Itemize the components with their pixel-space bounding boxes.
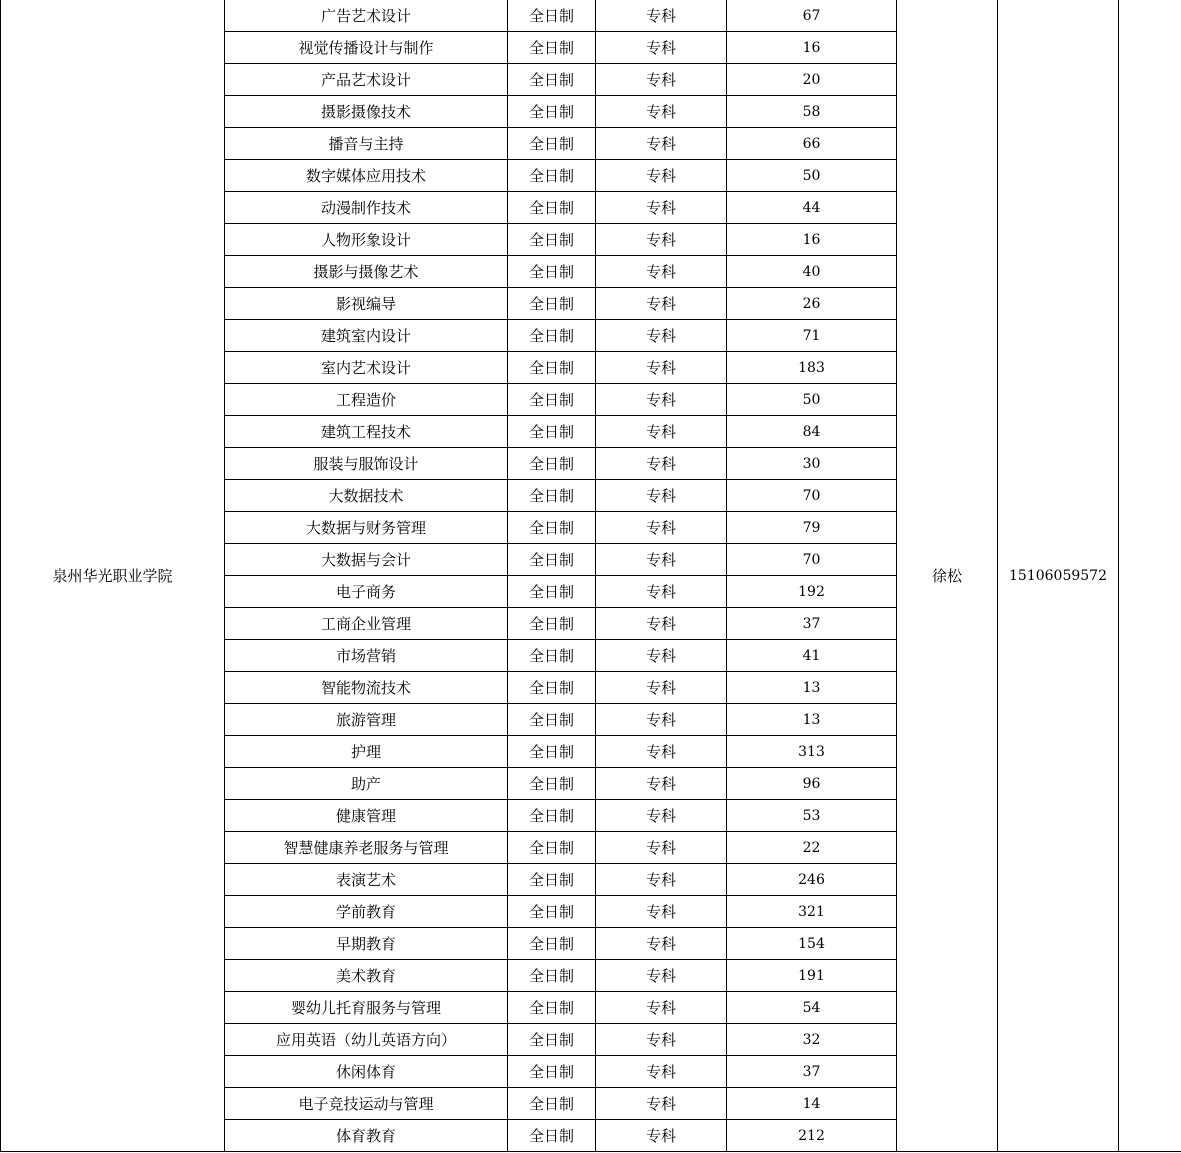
enrollment-count-cell: 321 <box>727 896 897 928</box>
education-level-cell: 专科 <box>596 128 727 160</box>
study-mode-cell: 全日制 <box>508 384 596 416</box>
study-mode-cell: 全日制 <box>508 64 596 96</box>
school-name-cell: 泉州华光职业学院 <box>1 0 225 1152</box>
enrollment-count-cell: 313 <box>727 736 897 768</box>
education-level-cell: 专科 <box>596 352 727 384</box>
enrollment-count-cell: 16 <box>727 32 897 64</box>
education-level-cell: 专科 <box>596 320 727 352</box>
study-mode-cell: 全日制 <box>508 352 596 384</box>
study-mode-cell: 全日制 <box>508 224 596 256</box>
education-level-cell: 专科 <box>596 832 727 864</box>
contact-phone-cell: 15106059572 <box>998 0 1119 1152</box>
study-mode-cell: 全日制 <box>508 256 596 288</box>
education-level-cell: 专科 <box>596 1120 727 1152</box>
major-cell: 美术教育 <box>225 960 508 992</box>
education-level-cell: 专科 <box>596 0 727 32</box>
enrollment-count-cell: 71 <box>727 320 897 352</box>
study-mode-cell: 全日制 <box>508 192 596 224</box>
major-cell: 大数据与财务管理 <box>225 512 508 544</box>
major-cell: 早期教育 <box>225 928 508 960</box>
enrollment-count-cell: 192 <box>727 576 897 608</box>
major-cell: 影视编导 <box>225 288 508 320</box>
major-cell: 电子商务 <box>225 576 508 608</box>
study-mode-cell: 全日制 <box>508 128 596 160</box>
study-mode-cell: 全日制 <box>508 832 596 864</box>
study-mode-cell: 全日制 <box>508 608 596 640</box>
enrollment-count-cell: 50 <box>727 160 897 192</box>
major-cell: 广告艺术设计 <box>225 0 508 32</box>
major-cell: 婴幼儿托育服务与管理 <box>225 992 508 1024</box>
enrollment-count-cell: 70 <box>727 480 897 512</box>
study-mode-cell: 全日制 <box>508 992 596 1024</box>
major-cell: 学前教育 <box>225 896 508 928</box>
major-cell: 健康管理 <box>225 800 508 832</box>
study-mode-cell: 全日制 <box>508 896 596 928</box>
enrollment-count-cell: 14 <box>727 1088 897 1120</box>
study-mode-cell: 全日制 <box>508 288 596 320</box>
study-mode-cell: 全日制 <box>508 416 596 448</box>
education-level-cell: 专科 <box>596 896 727 928</box>
table-row <box>1 0 1181 32</box>
enrollment-count-cell: 30 <box>727 448 897 480</box>
education-level-cell: 专科 <box>596 512 727 544</box>
education-level-cell: 专科 <box>596 1088 727 1120</box>
study-mode-cell: 全日制 <box>508 96 596 128</box>
education-level-cell: 专科 <box>596 96 727 128</box>
enrollment-count-cell: 67 <box>727 0 897 32</box>
study-mode-cell: 全日制 <box>508 800 596 832</box>
education-level-cell: 专科 <box>596 736 727 768</box>
enrollment-count-cell: 44 <box>727 192 897 224</box>
enrollment-count-cell: 41 <box>727 640 897 672</box>
study-mode-cell: 全日制 <box>508 640 596 672</box>
education-level-cell: 专科 <box>596 160 727 192</box>
education-level-cell: 专科 <box>596 800 727 832</box>
major-cell: 数字媒体应用技术 <box>225 160 508 192</box>
enrollment-count-cell: 32 <box>727 1024 897 1056</box>
major-cell: 护理 <box>225 736 508 768</box>
education-level-cell: 专科 <box>596 992 727 1024</box>
major-cell: 应用英语（幼儿英语方向） <box>225 1024 508 1056</box>
major-cell: 摄影摄像技术 <box>225 96 508 128</box>
enrollment-count-cell: 96 <box>727 768 897 800</box>
education-level-cell: 专科 <box>596 192 727 224</box>
enrollment-count-cell: 13 <box>727 704 897 736</box>
study-mode-cell: 全日制 <box>508 0 596 32</box>
enrollment-count-cell: 20 <box>727 64 897 96</box>
major-cell: 服装与服饰设计 <box>225 448 508 480</box>
education-level-cell: 专科 <box>596 480 727 512</box>
major-cell: 播音与主持 <box>225 128 508 160</box>
major-cell: 视觉传播设计与制作 <box>225 32 508 64</box>
enrollment-count-cell: 183 <box>727 352 897 384</box>
major-cell: 旅游管理 <box>225 704 508 736</box>
major-cell: 人物形象设计 <box>225 224 508 256</box>
enrollment-count-cell: 40 <box>727 256 897 288</box>
study-mode-cell: 全日制 <box>508 736 596 768</box>
education-level-cell: 专科 <box>596 64 727 96</box>
major-cell: 助产 <box>225 768 508 800</box>
remarks-cell <box>1119 0 1181 1152</box>
enrollment-count-cell: 37 <box>727 1056 897 1088</box>
study-mode-cell: 全日制 <box>508 512 596 544</box>
major-cell: 电子竞技运动与管理 <box>225 1088 508 1120</box>
table-body <box>1 0 1181 1152</box>
enrollment-count-cell: 16 <box>727 224 897 256</box>
study-mode-cell: 全日制 <box>508 160 596 192</box>
enrollment-count-cell: 154 <box>727 928 897 960</box>
education-level-cell: 专科 <box>596 288 727 320</box>
major-cell: 动漫制作技术 <box>225 192 508 224</box>
enrollment-count-cell: 22 <box>727 832 897 864</box>
education-level-cell: 专科 <box>596 672 727 704</box>
education-level-cell: 专科 <box>596 768 727 800</box>
enrollment-count-cell: 79 <box>727 512 897 544</box>
study-mode-cell: 全日制 <box>508 704 596 736</box>
enrollment-count-cell: 70 <box>727 544 897 576</box>
education-level-cell: 专科 <box>596 704 727 736</box>
study-mode-cell: 全日制 <box>508 576 596 608</box>
study-mode-cell: 全日制 <box>508 928 596 960</box>
education-level-cell: 专科 <box>596 1056 727 1088</box>
study-mode-cell: 全日制 <box>508 1056 596 1088</box>
major-cell: 工商企业管理 <box>225 608 508 640</box>
study-mode-cell: 全日制 <box>508 32 596 64</box>
study-mode-cell: 全日制 <box>508 960 596 992</box>
study-mode-cell: 全日制 <box>508 480 596 512</box>
major-cell: 产品艺术设计 <box>225 64 508 96</box>
enrollment-count-cell: 58 <box>727 96 897 128</box>
enrollment-count-cell: 66 <box>727 128 897 160</box>
study-mode-cell: 全日制 <box>508 768 596 800</box>
enrollment-count-cell: 13 <box>727 672 897 704</box>
education-level-cell: 专科 <box>596 576 727 608</box>
major-cell: 室内艺术设计 <box>225 352 508 384</box>
education-level-cell: 专科 <box>596 640 727 672</box>
education-level-cell: 专科 <box>596 448 727 480</box>
major-cell: 工程造价 <box>225 384 508 416</box>
major-cell: 市场营销 <box>225 640 508 672</box>
major-cell: 表演艺术 <box>225 864 508 896</box>
major-cell: 大数据与会计 <box>225 544 508 576</box>
education-level-cell: 专科 <box>596 544 727 576</box>
enrollment-count-cell: 37 <box>727 608 897 640</box>
study-mode-cell: 全日制 <box>508 1024 596 1056</box>
contact-person-cell: 徐松 <box>897 0 998 1152</box>
study-mode-cell: 全日制 <box>508 1088 596 1120</box>
education-level-cell: 专科 <box>596 1024 727 1056</box>
major-cell: 大数据技术 <box>225 480 508 512</box>
study-mode-cell: 全日制 <box>508 1120 596 1152</box>
major-cell: 智能物流技术 <box>225 672 508 704</box>
study-mode-cell: 全日制 <box>508 448 596 480</box>
education-level-cell: 专科 <box>596 384 727 416</box>
enrollment-count-cell: 212 <box>727 1120 897 1152</box>
education-level-cell: 专科 <box>596 928 727 960</box>
major-cell: 建筑工程技术 <box>225 416 508 448</box>
education-level-cell: 专科 <box>596 256 727 288</box>
study-mode-cell: 全日制 <box>508 544 596 576</box>
study-mode-cell: 全日制 <box>508 864 596 896</box>
education-level-cell: 专科 <box>596 416 727 448</box>
major-cell: 体育教育 <box>225 1120 508 1152</box>
enrollment-count-cell: 50 <box>727 384 897 416</box>
education-level-cell: 专科 <box>596 32 727 64</box>
major-cell: 休闲体育 <box>225 1056 508 1088</box>
study-mode-cell: 全日制 <box>508 320 596 352</box>
major-cell: 建筑室内设计 <box>225 320 508 352</box>
enrollment-count-cell: 53 <box>727 800 897 832</box>
education-level-cell: 专科 <box>596 224 727 256</box>
enrollment-count-cell: 84 <box>727 416 897 448</box>
enrollment-count-cell: 246 <box>727 864 897 896</box>
major-cell: 摄影与摄像艺术 <box>225 256 508 288</box>
enrollment-count-cell: 191 <box>727 960 897 992</box>
education-level-cell: 专科 <box>596 960 727 992</box>
enrollment-count-cell: 26 <box>727 288 897 320</box>
enrollment-count-cell: 54 <box>727 992 897 1024</box>
education-level-cell: 专科 <box>596 608 727 640</box>
education-level-cell: 专科 <box>596 864 727 896</box>
major-cell: 智慧健康养老服务与管理 <box>225 832 508 864</box>
study-mode-cell: 全日制 <box>508 672 596 704</box>
